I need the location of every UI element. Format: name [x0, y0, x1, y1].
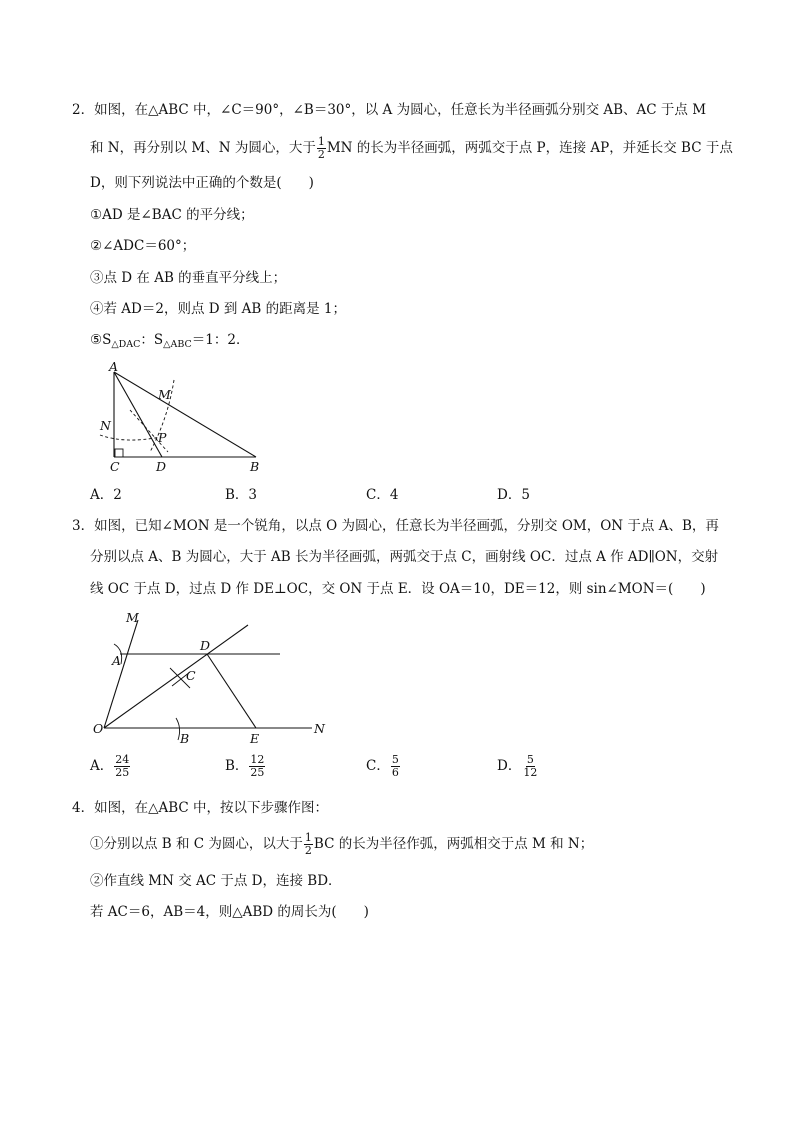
- q2-statement-4: ④若 AD＝2，则点 D 到 AB 的距离是 1；: [90, 301, 346, 317]
- q2-option-b[interactable]: B．3: [225, 487, 258, 503]
- q2-statement-5: $⑤S_{\triangle DAC}$：$S_{\triangle ABC}=1$：2．: [90, 332, 250, 350]
- q4-line-1: 4．如图，在△ABC 中，按以下步骤作图：: [72, 800, 329, 816]
- q2-label-a: A: [109, 359, 119, 374]
- q4-step-1: ①分别以点 B 和 C 为圆心，以大于 $\frac{1}{2}$ BC 的长为半径作弧，两弧相交于点 M 和 N；: [90, 831, 594, 857]
- q3-segment-de: [207, 654, 256, 728]
- q2-line-3: D，则下列说法中正确的个数是( ): [90, 175, 314, 191]
- q2-line-1: 2．如图，在△ABC 中，∠C＝90°，∠B＝30°，以 A 为圆心，任意长为半径画弧分别交 AB、AC 于点 M: [72, 102, 707, 118]
- q2-label-b: B: [250, 459, 260, 474]
- q4-fraction: $\frac{1}{2}$: [304, 831, 312, 857]
- q2-statement-2: ②∠ADC＝60°；: [90, 238, 196, 254]
- q2-side-ab: [114, 372, 256, 457]
- q3-line-1: 3．如图，已知∠MON 是一个锐角，以点 O 为圆心，任意长为半径画弧，分别交 OM，ON 于点 A、B，再: [72, 518, 719, 534]
- q4-question: 若 AC＝6，AB＝4，则△ABD 的周长为( ): [90, 904, 369, 920]
- q2-option-d[interactable]: D．5: [497, 487, 530, 503]
- q3-option-a[interactable]: A． $\frac{24}{25}$: [90, 753, 130, 779]
- q2-line-2b: MN 的长为半径画弧，两弧交于点 P，连接 AP，并延长交 BC 于点: [326, 140, 733, 156]
- q2-label-n: N: [100, 418, 111, 433]
- q3-label-e: E: [250, 731, 260, 744]
- q3-label-a: A: [112, 653, 122, 668]
- q2-line-2: [90, 136, 733, 161]
- q2-option-a[interactable]: A．2: [90, 487, 122, 503]
- q2-label-m: M: [158, 387, 171, 402]
- q2-label-c: C: [110, 459, 120, 474]
- q3-option-d[interactable]: D． $\frac{5}{12}$: [497, 753, 538, 779]
- q3-ray-om: [104, 620, 138, 728]
- q4-step-2: ②作直线 MN 交 AC 于点 D，连接 BD．: [90, 873, 342, 889]
- q3-label-n: N: [314, 721, 325, 736]
- q2-statement-1: ①AD 是∠BAC 的平分线；: [90, 207, 254, 223]
- q2-option-c[interactable]: C．4: [366, 487, 399, 503]
- q2-label-p: P: [158, 430, 167, 445]
- q2-bisector-ad: [114, 372, 162, 457]
- q3-ray-oc: [104, 625, 248, 728]
- q2-fraction: $\frac{1}{2}$: [317, 135, 325, 161]
- q2-right-angle-mark: [115, 449, 123, 457]
- q2-line-2a: 和 N，再分别以 M、N 为圆心，大于: [90, 140, 316, 156]
- q3-figure: [90, 606, 340, 744]
- q3-label-o: O: [93, 721, 104, 736]
- q3-line-2: 分别以点 A、B 为圆心，大于 AB 长为半径画弧，两弧交于点 C，画射线 OC．过点 A 作 AD∥ON，交射: [90, 549, 719, 565]
- q3-label-m: M: [126, 610, 139, 625]
- q3-line-3: 线 OC 于点 D，过点 D 作 DE⊥OC，交 ON 于点 E．设 OA＝10，DE＝12，则 sin∠MON＝( ): [90, 581, 706, 597]
- q3-option-c[interactable]: C． $\frac{5}{6}$: [366, 753, 399, 779]
- q3-label-c: C: [186, 668, 196, 683]
- q2-figure: [90, 358, 300, 478]
- q3-label-d: D: [200, 638, 211, 653]
- q2-statement-3: ③点 D 在 AB 的垂直平分线上；: [90, 270, 287, 286]
- q2-label-d: D: [156, 459, 167, 474]
- q3-option-b[interactable]: B． $\frac{12}{25}$: [225, 753, 265, 779]
- q3-label-b: B: [180, 731, 190, 744]
